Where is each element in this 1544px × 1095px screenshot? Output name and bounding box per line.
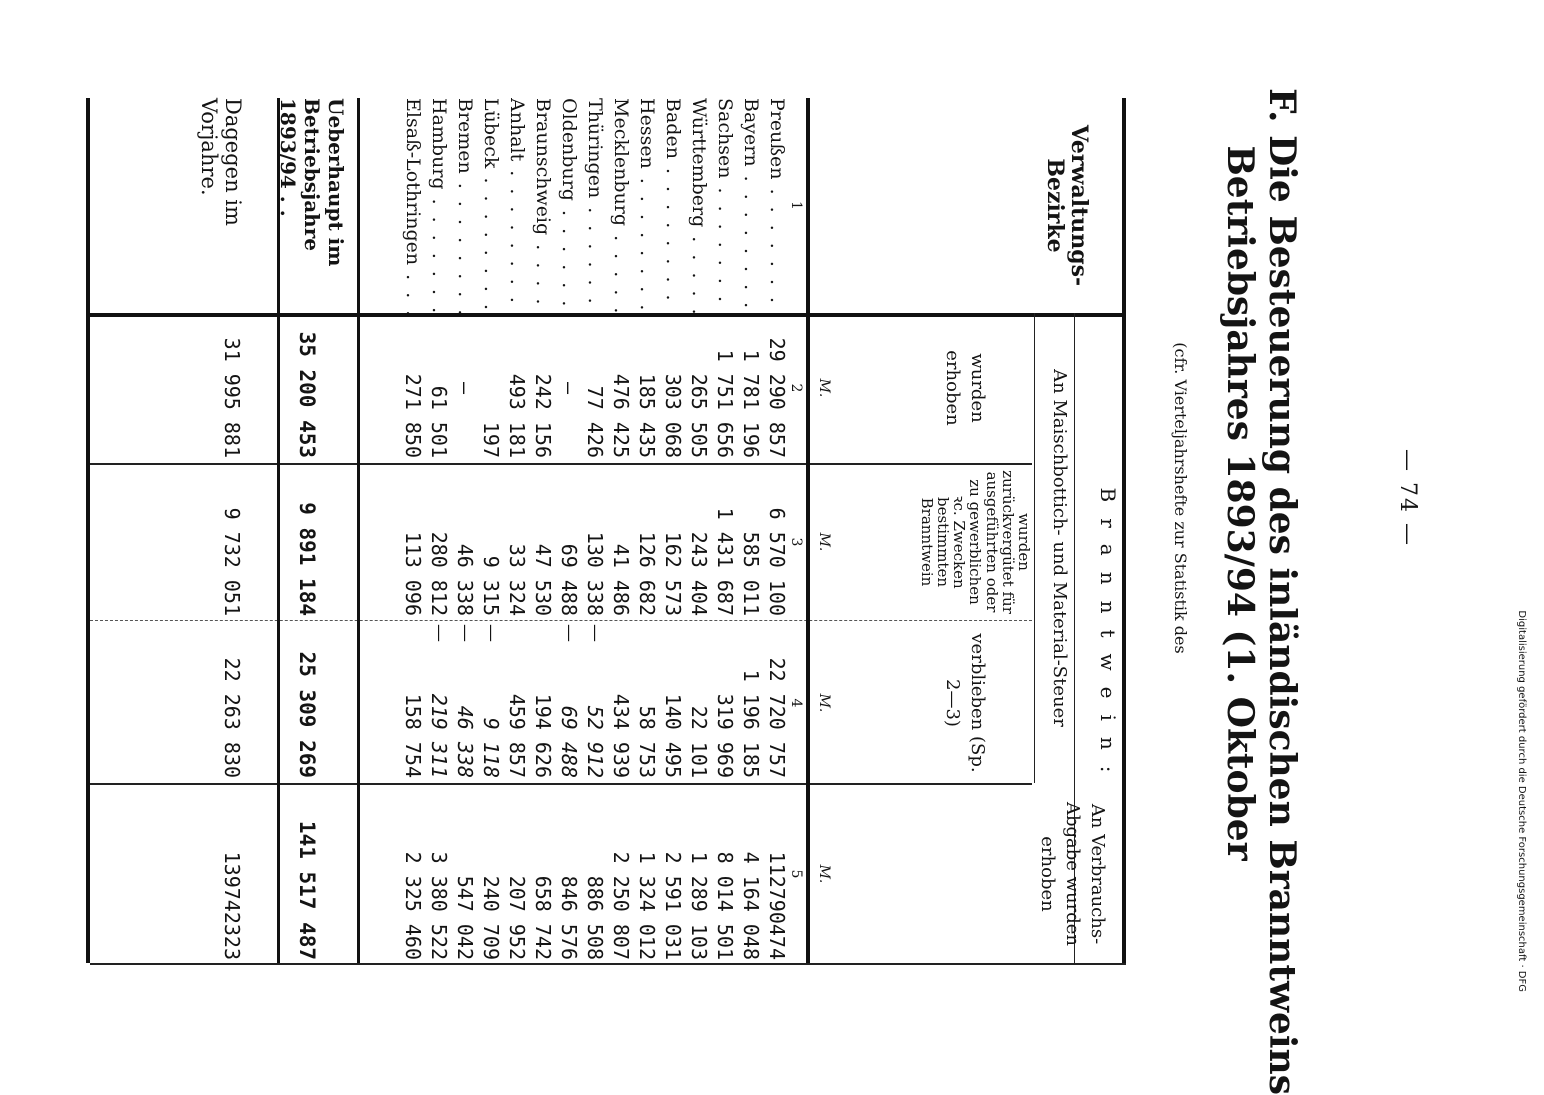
cell-verbrauchsabgabe: 658 742 <box>531 875 555 960</box>
column-header-districts: Verwaltungs-Bezirke <box>1042 124 1092 287</box>
cell-verblieben: 52 912 <box>583 705 607 778</box>
cell-zurueckverguetet: 585 011 <box>739 531 763 616</box>
district-name: Elsaß-Lothringen . . . <box>402 98 424 313</box>
total-verblieben: 25 309 269 <box>295 651 319 778</box>
column-divider-4 <box>90 783 1032 785</box>
column-header-5: An Verbrauchs-Abgabe wurden erhoben <box>1036 801 1108 947</box>
negative-dash: — <box>429 624 450 642</box>
column-divider-3 <box>90 620 1032 621</box>
cell-verblieben: 9 118 <box>479 717 503 778</box>
previous-zurueckverguetet: 9 732 051 <box>220 507 244 616</box>
cell-erhoben: 476 425 <box>609 373 633 458</box>
cell-erhoben: 185 435 <box>635 373 659 458</box>
column-header-4: verblieben (Sp. 2—3) <box>941 633 988 773</box>
cell-verbrauchsabgabe: 846 576 <box>557 875 581 960</box>
cell-verblieben: 194 626 <box>531 693 555 778</box>
rotated-page <box>60 28 1420 1095</box>
previous-erhoben: 31 995 881 <box>220 337 244 458</box>
cell-zurueckverguetet: 47 530 <box>531 543 555 616</box>
cell-verblieben: 58 753 <box>635 705 659 778</box>
column-divider-2 <box>90 463 1032 465</box>
title-line-2: Betriebsjahres 1893/94 (1. Oktober <box>1219 145 1262 861</box>
unit-col-5: M. <box>816 864 832 884</box>
cell-verbrauchsabgabe: 240 709 <box>479 875 503 960</box>
cell-zurueckverguetet: 280 812 <box>427 531 451 616</box>
cell-verblieben: 219 311 <box>427 693 451 778</box>
cell-erhoben: 493 181 <box>505 373 529 458</box>
district-name: Baden . . . <box>662 98 684 313</box>
cell-verbrauchsabgabe: 2 325 460 <box>401 851 425 960</box>
district-name: Hessen . . . <box>636 98 658 313</box>
cell-verblieben: 46 338 <box>453 705 477 778</box>
cell-zurueckverguetet: 126 682 <box>635 531 659 616</box>
cell-zurueckverguetet: 1 431 687 <box>713 507 737 616</box>
table-top-rule <box>1122 98 1126 963</box>
previous-verbrauchsabgabe: 139742323 <box>220 851 244 960</box>
column-header-2: wurden erhoben <box>941 350 988 426</box>
cell-erhoben: 29 290 857 <box>765 337 789 458</box>
digitization-credit-text: Digitalisierung gefördert durch die Deutsche Forschungsgemeinschaft · DFG <box>1516 610 1527 992</box>
previous-year-label: Dagegen im Vorjahre. <box>197 98 245 226</box>
cell-verblieben: 1 196 185 <box>739 669 763 778</box>
cell-erhoben: 61 501 <box>427 385 451 458</box>
cell-erhoben: 303 068 <box>661 373 685 458</box>
column-number-4: 4 <box>788 698 804 708</box>
cell-verblieben: 319 969 <box>713 693 737 778</box>
negative-dash: — <box>559 624 580 642</box>
cell-verblieben: 69 488 <box>557 705 581 778</box>
cell-verbrauchsabgabe: 547 042 <box>453 875 477 960</box>
cell-zurueckverguetet: 113 096 <box>401 531 425 616</box>
negative-dash: — <box>585 624 606 642</box>
column-divider-1 <box>90 313 1126 317</box>
district-name: Lübeck . . . <box>480 98 502 313</box>
group-header-branntwein: Branntwein: <box>1096 487 1120 789</box>
page-title <box>1219 88 1303 1095</box>
cell-verblieben: 22 720 757 <box>765 657 789 778</box>
cell-erhoben: — <box>453 381 477 395</box>
header-bottom-rule <box>806 98 810 963</box>
cell-erhoben: 242 156 <box>531 373 555 458</box>
cell-zurueckverguetet: 162 573 <box>661 531 685 616</box>
cell-zurueckverguetet: 130 338 <box>583 531 607 616</box>
total-erhoben: 35 200 453 <box>295 331 319 458</box>
district-name: Mecklenburg . . . <box>610 98 632 313</box>
table-bottom-rule <box>86 98 90 963</box>
total-zurueckverguetet: 9 891 184 <box>295 502 319 616</box>
column-number-2: 2 <box>788 383 804 393</box>
district-name: Preußen . . . <box>766 98 788 313</box>
cell-verblieben: 459 857 <box>505 693 529 778</box>
negative-dash: — <box>455 624 476 642</box>
total-label: Ueberhaupt im Betriebsjahre 1893/94 . . <box>276 98 348 267</box>
cell-verbrauchsabgabe: 8 014 501 <box>713 851 737 960</box>
cell-zurueckverguetet: 243 404 <box>687 531 711 616</box>
cell-verblieben: 158 754 <box>401 693 425 778</box>
previous-verblieben: 22 263 830 <box>220 657 244 778</box>
district-name: Hamburg . . . <box>428 98 450 313</box>
district-name: Oldenburg . . . <box>558 98 580 313</box>
cell-verbrauchsabgabe: 112790474 <box>765 851 789 960</box>
cell-verbrauchsabgabe: 4 164 048 <box>739 851 763 960</box>
negative-dash: — <box>481 624 502 642</box>
cell-verblieben: 140 495 <box>661 693 685 778</box>
cell-zurueckverguetet: 46 338 <box>453 543 477 616</box>
district-name: Braunschweig . . . <box>532 98 554 313</box>
district-name: Sachsen . . . <box>714 98 736 313</box>
district-name: Bayern . . . <box>740 98 762 313</box>
cell-verblieben: 434 939 <box>609 693 633 778</box>
cell-verbrauchsabgabe: 886 508 <box>583 875 607 960</box>
cell-zurueckverguetet: 6 570 100 <box>765 507 789 616</box>
digitization-credit <box>1512 8 1530 992</box>
cell-verbrauchsabgabe: 1 324 012 <box>635 851 659 960</box>
unit-col-3: M. <box>816 532 832 552</box>
district-name: Anhalt . . . <box>506 98 528 313</box>
source-note: (cfr. Vierteljahrshefte zur Statistik des <box>1171 342 1190 654</box>
cell-verblieben: 22 101 <box>687 705 711 778</box>
table-right-border <box>90 963 1126 965</box>
column-number-1: 1 <box>788 201 804 210</box>
column-number-3: 3 <box>788 537 804 547</box>
cell-zurueckverguetet: 41 486 <box>609 543 633 616</box>
unit-col-4: M. <box>816 693 832 713</box>
cell-erhoben: 77 426 <box>583 385 607 458</box>
column-number-5: 5 <box>788 869 804 879</box>
district-name: Württemberg . . . <box>688 98 710 313</box>
title-line-1: F. Die Besteuerung des inländischen Branntweins <box>1261 88 1303 1095</box>
subgroup-header-steuer: An Maischbottich- und Material-Steuer <box>1049 369 1070 727</box>
column-header-3: wurden zurückvergütet für ausgeführten oder zu gewerblichen ꝛc. Zwecken bestimmten Branntwein <box>917 470 1033 614</box>
page-number: — 74 — <box>1395 449 1420 547</box>
unit-col-2: M. <box>816 378 832 398</box>
cell-erhoben: — <box>557 381 581 395</box>
cell-erhoben: 1 781 196 <box>739 349 763 458</box>
cell-erhoben: 1 751 656 <box>713 349 737 458</box>
cell-zurueckverguetet: 9 315 <box>479 555 503 616</box>
total-verbrauchsabgabe: 141 517 487 <box>295 820 319 960</box>
cell-verbrauchsabgabe: 207 952 <box>505 875 529 960</box>
cell-verbrauchsabgabe: 1 289 103 <box>687 851 711 960</box>
cell-erhoben: 197 <box>479 421 503 458</box>
district-name: Bremen . . . <box>454 98 476 313</box>
cell-zurueckverguetet: 69 488 <box>557 543 581 616</box>
total-top-rule <box>357 98 360 963</box>
subgroup-header-rule <box>1034 313 1035 783</box>
cell-verbrauchsabgabe: 2 250 807 <box>609 851 633 960</box>
cell-erhoben: 271 850 <box>401 373 425 458</box>
cell-verbrauchsabgabe: 3 380 522 <box>427 851 451 960</box>
cell-zurueckverguetet: 33 324 <box>505 543 529 616</box>
cell-erhoben: 265 505 <box>687 373 711 458</box>
district-name: Thüringen . . . <box>584 98 606 313</box>
cell-verbrauchsabgabe: 2 591 031 <box>661 851 685 960</box>
